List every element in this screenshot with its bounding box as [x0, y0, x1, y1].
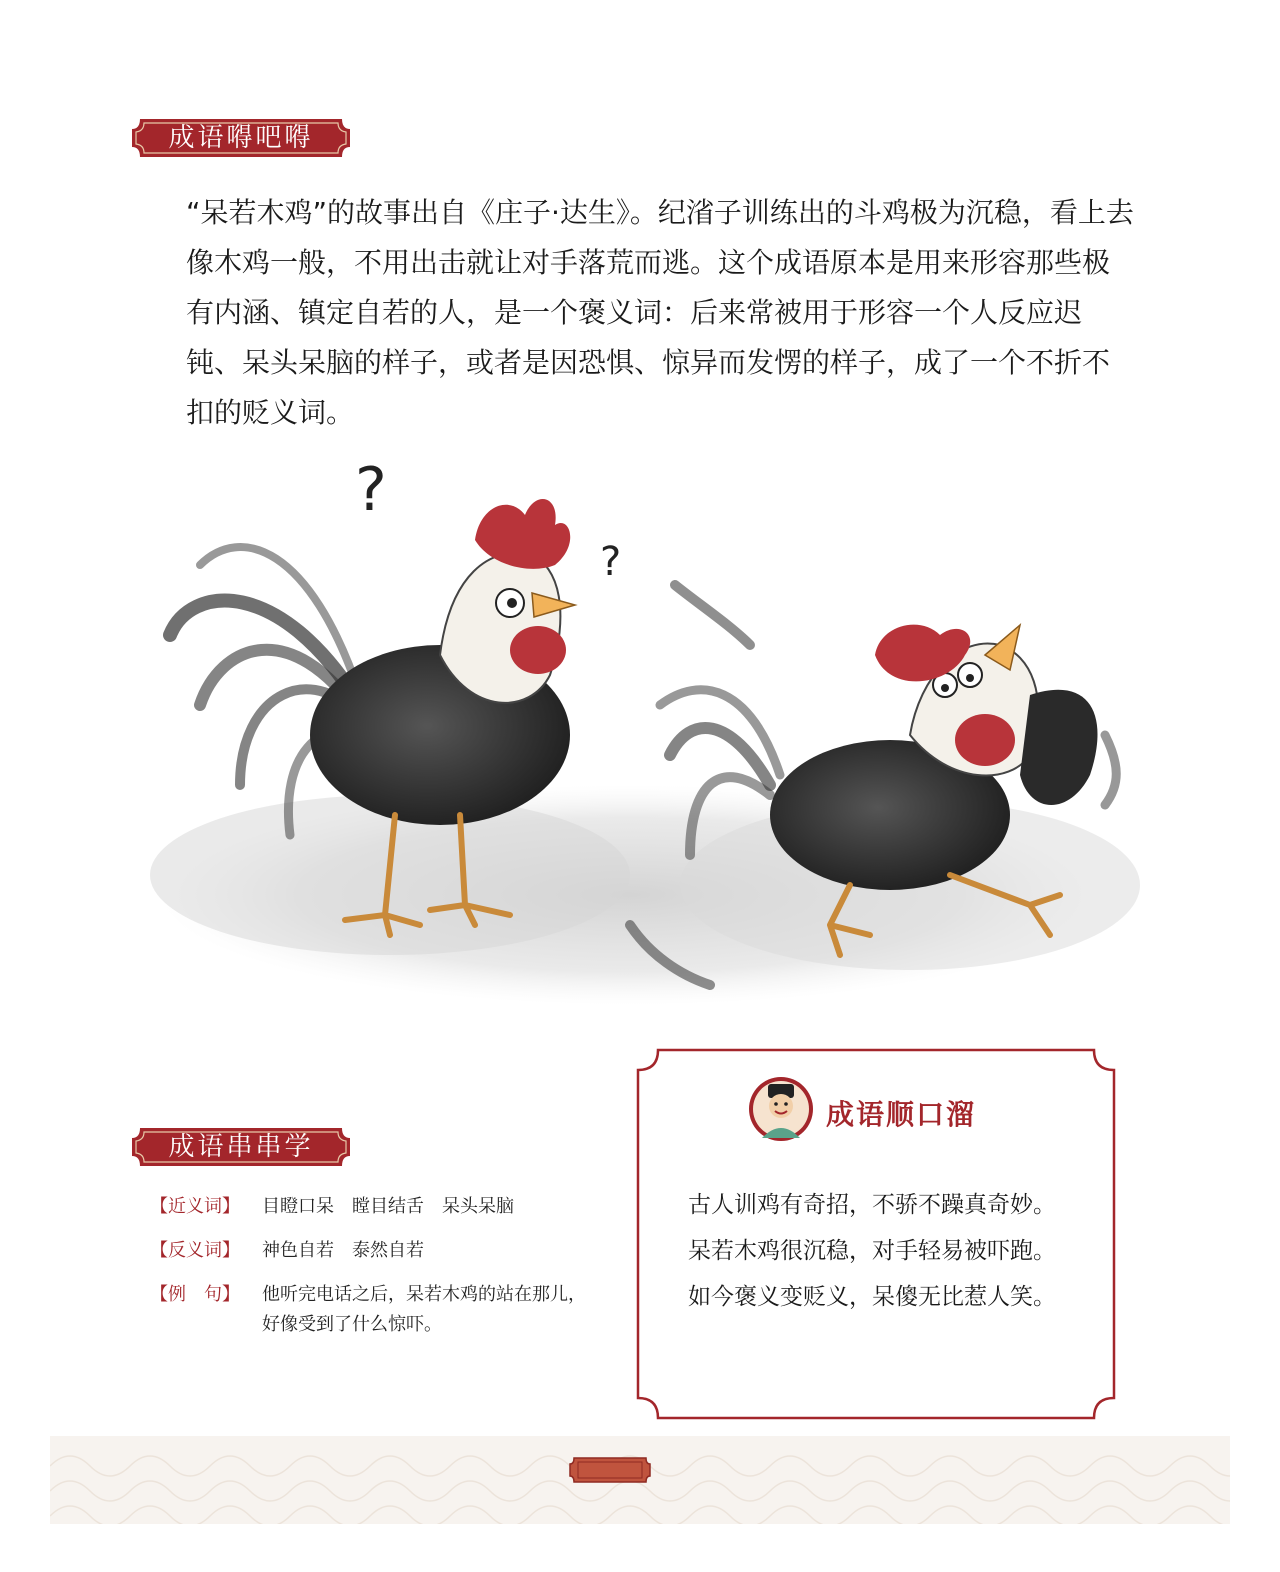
rhyme-line: 呆若木鸡很沉稳，对手轻易被吓跑。 — [688, 1238, 1056, 1264]
section-title: 成语串串学 — [168, 1132, 314, 1162]
page-number-tab — [568, 1456, 652, 1484]
story-paragraph: “呆若木鸡”的故事出自《庄子·达生》。纪渻子训练出的斗鸡极为沉稳，看上去像木鸡一般，不用出击就让对手落荒而逃。这个成语原本是用来形容那些极有内涵、镇定自若的人，是一个褒义词：后来常被用于形容一个人反应迟钝、呆头呆脑的样子，或者是因恐惧、惊异而发愣的样子，成了一个不折不扣的贬义词。 — [186, 196, 1134, 429]
synonyms-value: 目瞪口呆 瞠目结舌 呆头呆脑 — [262, 1196, 514, 1217]
scholar-avatar-icon — [748, 1076, 814, 1142]
rhyme-lines — [688, 1182, 1108, 1320]
svg-text:?: ? — [600, 539, 622, 585]
antonyms-tag: 【反义词】 — [150, 1240, 240, 1261]
example-row — [150, 1280, 590, 1350]
example-tag: 【例 句】 — [150, 1284, 240, 1305]
antonyms-row — [150, 1236, 590, 1280]
section-banner-idiom-story — [130, 117, 352, 159]
svg-text:?: ? — [355, 455, 387, 525]
synonyms-tag: 【近义词】 — [150, 1196, 240, 1217]
antonyms-value: 神色自若 泰然自若 — [262, 1240, 424, 1261]
roosters-illustration — [130, 455, 1150, 1029]
section-banner-idiom-learning — [130, 1126, 352, 1168]
idiom-learning-list — [150, 1192, 590, 1350]
synonyms-row — [150, 1192, 590, 1236]
rhyme-line: 如今褒义变贬义，呆傻无比惹人笑。 — [688, 1284, 1056, 1310]
section-title: 成语嘚吧嘚 — [168, 123, 314, 153]
example-value: 他听完电话之后，呆若木鸡的站在那儿，好像受到了什么惊吓。 — [262, 1284, 586, 1335]
rhyme-title: 成语顺口溜 — [826, 1098, 977, 1131]
rhyme-line: 古人训鸡有奇招，不骄不躁真奇妙。 — [688, 1192, 1056, 1218]
